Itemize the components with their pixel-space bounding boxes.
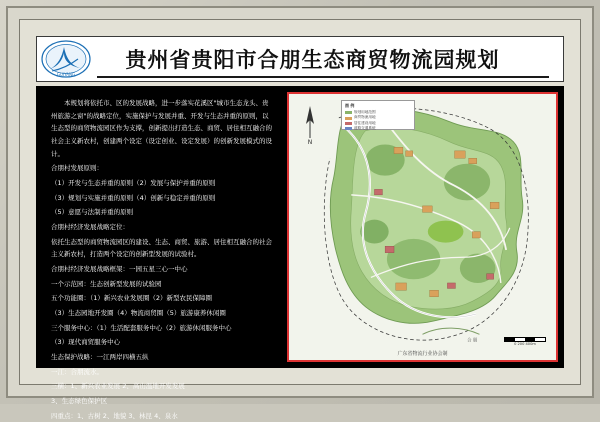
frame-outer — [6, 6, 594, 420]
map-scale-bar — [504, 337, 546, 346]
legend-swatch — [345, 111, 352, 114]
legend-swatch — [345, 117, 352, 120]
content-panel — [36, 86, 564, 420]
paragraph: 依托生态型的商贸物流园区的建设、生态、商贸、旅游、居住相互融合的社会主义新农村，打造两个设定的创新型发展的试验村。 — [51, 237, 272, 259]
svg-text:GUIYANG: GUIYANG — [56, 72, 76, 77]
legend-label: 道路交通系统 — [354, 126, 376, 131]
institute-emblem-icon — [40, 39, 92, 79]
poster-header — [36, 36, 564, 82]
planning-text-column — [41, 91, 281, 420]
legend-swatch — [345, 127, 352, 130]
paragraph: （3）规划与实施并重的原则（4）创新与稳定并重的原则 — [51, 193, 216, 202]
page-title: 贵州省贵阳市合朋生态商贸物流园规划 — [125, 47, 500, 72]
svg-text:N: N — [307, 139, 313, 146]
legend-title: 图 例 — [345, 103, 355, 108]
map-legend — [341, 100, 415, 130]
map-canvas — [289, 94, 556, 360]
site-plan-map[interactable] — [287, 92, 558, 362]
svg-text:合 朋: 合 朋 — [467, 338, 478, 344]
paragraph: （1）开发与生态并重的原则（2）发展与保护并重的原则 — [51, 179, 216, 188]
paragraph: （3）现代商贸服务中心 — [51, 338, 121, 347]
paragraph: （3）生态园地开发圈（4）物流商贸圈（5）旅游康养休闲圈 — [51, 309, 226, 318]
paragraph: 三横：1、新兴农业发展 2、高山温地开发发展 — [51, 382, 185, 391]
legend-label: 居住建设用地 — [354, 120, 376, 125]
legend-label: 商贸物流用地 — [354, 115, 376, 120]
paragraph: （5）意愿与法制并重的原则 — [51, 208, 134, 217]
frame-inner — [19, 19, 581, 420]
legend-label: 规划用地范围 — [354, 110, 376, 114]
paragraph: 合朋村经济发展战略框架：一园五星三心一中心 — [51, 265, 188, 274]
map-caption: 广东省物流行业协会制 — [397, 351, 448, 357]
compass-rose-icon — [301, 104, 319, 144]
paragraph: 合朋村发展原则： — [51, 164, 103, 173]
paragraph: 合朋村经济发展战略定位： — [51, 223, 129, 232]
paragraph: 五个功能圈：（1）新兴农业发展圈（2）新型农民保障圈 — [51, 294, 213, 303]
paragraph: 三个服务中心：（1）生活配套服务中心（2）旅游休闲服务中心 — [51, 323, 232, 332]
paragraph: 一江：合朋流水。 — [51, 367, 103, 376]
paragraph: 一个示范园：生态创新型发展的试验园 — [51, 279, 162, 288]
paragraph: 本规划将依托市、区的发展战略，进一步落实花溪区"城市生态龙头、贵州旅游之窗"的战略定位，实施保护与发展并重、开发与生态并重的原则，以生态型的商贸物流园区作为支撑，创新提出打造生态、商贸、居住相互融合的社会主义新农村，创建两个设定（设定创业、设定发展）的创新发展模式的设计。 — [51, 99, 272, 158]
paragraph: 生态保护战略：一江两岸四横五纵 — [51, 353, 149, 362]
paragraph: 四重点：1、古树 2、地貌 3、林昆 4、泉水 — [51, 411, 178, 420]
legend-swatch — [345, 122, 352, 125]
scale-label: 0 200 400m — [514, 342, 536, 346]
title-rule — [97, 76, 549, 78]
legend-item — [345, 126, 411, 131]
paragraph: 3、生态绿色保护区 — [51, 397, 108, 406]
